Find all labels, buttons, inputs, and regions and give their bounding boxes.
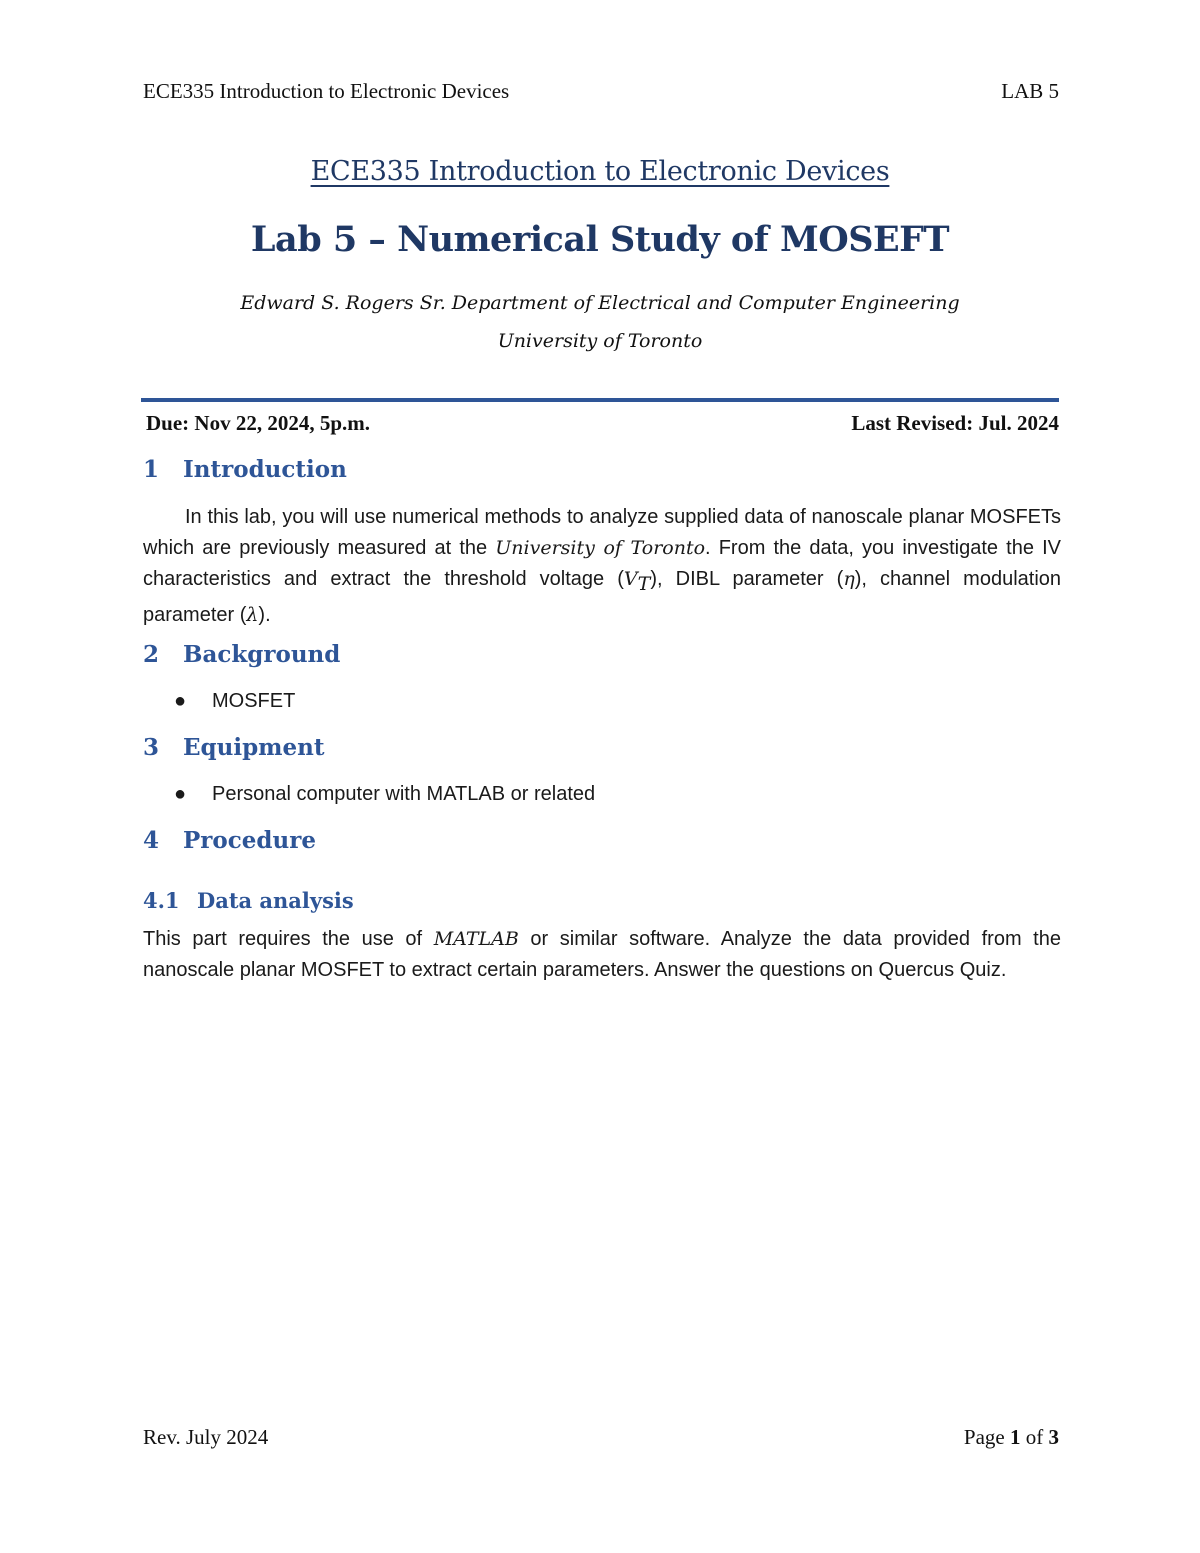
section-title: Equipment [183,734,325,761]
total-pages: 3 [1048,1425,1059,1449]
last-revised: Last Revised: Jul. 2024 [851,411,1059,435]
subsection-heading-data-analysis [143,888,354,913]
list-item: ● Personal computer with MATLAB or related [174,783,596,805]
running-header-course: ECE335 Introduction to Electronic Devices [143,79,510,103]
eta-symbol: η [843,568,855,590]
course-title: ECE335 Introduction to Electronic Devices [310,156,890,187]
bullet-icon: ● [174,690,187,712]
section-heading-equipment [143,734,324,761]
section-number: 2 [143,641,160,668]
department-name: Edward S. Rogers Sr. Department of Electrical and Computer Engineering [240,292,960,314]
section-number: 3 [143,734,160,761]
footer-revision: Rev. July 2024 [143,1425,269,1449]
section-number: 1 [143,456,160,483]
university-reference: University of Toronto [495,537,706,559]
lambda-symbol: λ [246,604,259,626]
section-title: Introduction [183,456,347,483]
university-name: University of Toronto [497,330,703,352]
section-heading-introduction [143,456,347,483]
vt-symbol: V [623,568,638,590]
footer-page-number: Page 1 of 3 [963,1425,1059,1449]
list-item: ● MOSFET [174,690,296,712]
section-number: 4.1 [143,888,180,913]
introduction-paragraph: In this lab, you will use numerical methods to analyze supplied data of nanoscale planar MOSFETs which are previously measured at the University of Toronto. From the data, you investigate the IV characteristics and extract the threshold voltage $(V_T)$, DIBL parameter (η), channel modulation parameter (λ). [143,506,1062,626]
section-title: Procedure [183,827,316,854]
matlab-reference: MATLAB [433,928,519,950]
due-date: Due: Nov 22, 2024, 5p.m. [146,411,370,435]
section-title: Background [183,641,341,668]
lab-title: Lab 5 – Numerical Study of MOSEFT [250,219,950,260]
section-number: 4 [143,827,160,854]
title-divider [141,398,1059,402]
section-heading-procedure [143,827,316,854]
section-title: Data analysis [197,888,354,913]
running-header-lab: LAB 5 [1001,79,1059,103]
current-page: 1 [1010,1425,1021,1449]
data-analysis-paragraph: This part requires the use of MATLAB or similar software. Analyze the data provided from the nanoscale planar MOSFET to extract certain parameters. Answer the questions on Quercus Quiz. [143,928,1061,981]
bullet-icon: ● [174,783,187,805]
section-heading-background [143,641,340,668]
